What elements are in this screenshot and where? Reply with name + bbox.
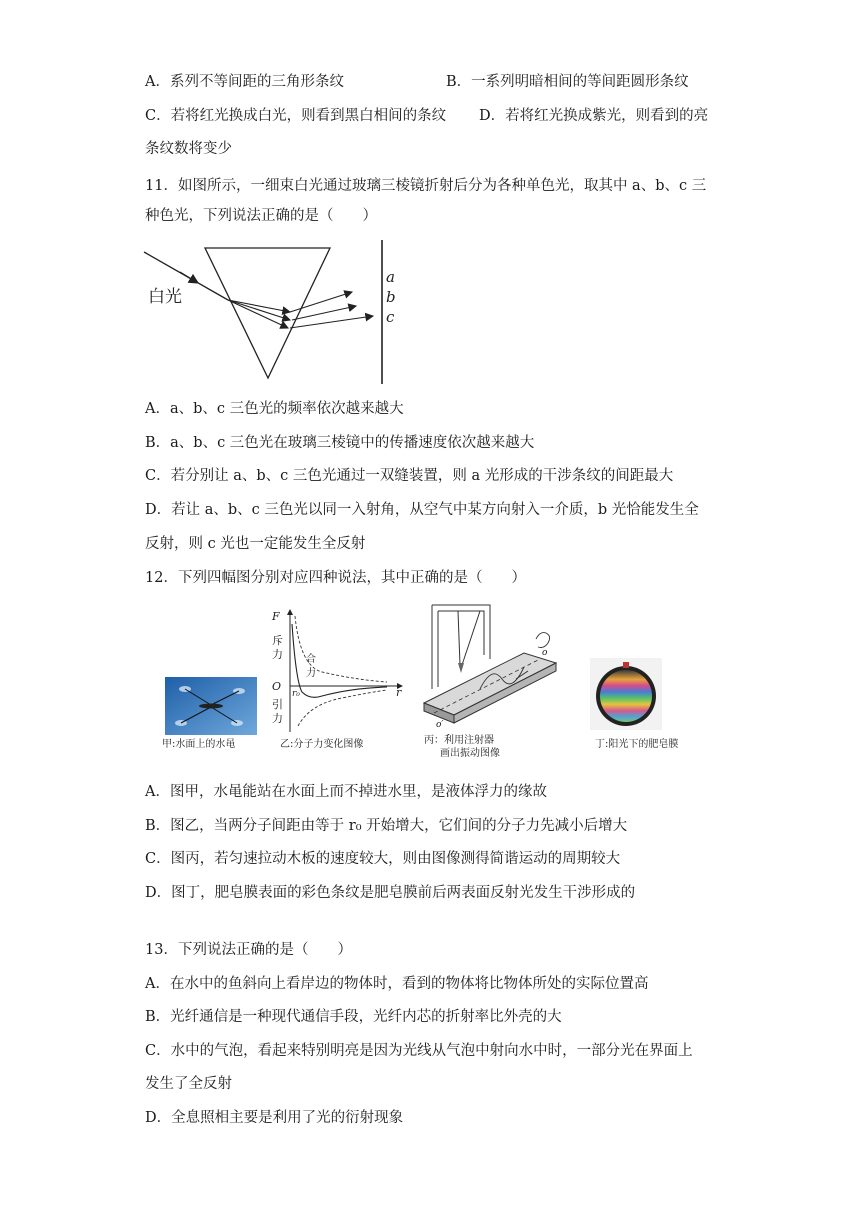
q13-stem: 13．下列说法正确的是（ ） — [145, 942, 352, 958]
label-white-light: 白光 — [148, 287, 182, 307]
label-b: b — [386, 288, 396, 306]
q13-option-c: C．水中的气泡，看起来特别明亮是因为光线从气泡中射向水中时，一部分光在界面上 — [145, 1043, 693, 1059]
q13-option-d: D．全息照相主要是利用了光的衍射现象 — [145, 1110, 404, 1126]
svg-text:合: 合 — [306, 654, 316, 665]
q12-stem: 12．下列四幅图分别对应四种说法，其中正确的是（ ） — [145, 570, 526, 586]
caption-jia: 甲:水面上的水黾 — [162, 739, 236, 750]
svg-text:O: O — [272, 680, 282, 693]
q11-stem: 11．如图所示，一细束白光通过玻璃三棱镜折射后分为各种单色光，取其中 a、b、c 三 — [145, 178, 707, 194]
q10-option-a: A．系列不等间距的三角形条纹 — [145, 74, 344, 90]
svg-text:力: 力 — [272, 648, 283, 661]
svg-text:力: 力 — [272, 712, 283, 725]
q11-option-a: A．a、b、c 三色光的频率依次越来越大 — [145, 401, 404, 417]
q11-stem-cont: 种色光，下列说法正确的是（ ） — [145, 208, 377, 224]
caption-ding: 丁:阳光下的肥皂膜 — [595, 739, 679, 750]
molecular-force-graph — [262, 604, 407, 734]
q12-option-b: B．图乙，当两分子间距由等于 r₀ 开始增大，它们间的分子力先减小后增大 — [145, 818, 628, 834]
caption-bing-2: 画出振动图像 — [440, 748, 500, 759]
svg-text:力: 力 — [306, 668, 316, 679]
q11-option-d-cont: 反射，则 c 光也一定能发生全反射 — [145, 536, 366, 552]
oscillation-apparatus — [420, 603, 570, 731]
prism-figure — [140, 238, 410, 388]
q13-option-a: A．在水中的鱼斜向上看岸边的物体时，看到的物体将比物体所处的实际位置高 — [145, 976, 649, 992]
q13-option-b: B．光纤通信是一种现代通信手段，光纤内芯的折射率比外壳的大 — [145, 1009, 562, 1025]
svg-text:o: o — [542, 648, 548, 658]
q11-option-b: B．a、b、c 三色光在玻璃三棱镜中的传播速度依次越来越大 — [145, 435, 535, 451]
q10-option-c: C．若将红光换成白光，则看到黑白相间的条纹 — [145, 108, 447, 124]
q13-option-c-cont: 发生了全反射 — [145, 1076, 232, 1092]
q10-option-b: B．一系列明暗相间的等间距圆形条纹 — [446, 74, 689, 90]
label-c: c — [386, 308, 395, 326]
q11-option-d: D．若让 a、b、c 三色光以同一入射角，从空气中某方向射入一介质，b 光恰能发生全 — [145, 502, 699, 518]
q11-option-c: C．若分别让 a、b、c 三色光通过一双缝装置，则 a 光形成的干涉条纹的间距最大 — [145, 468, 674, 484]
soap-film-image — [590, 658, 662, 730]
svg-text:引: 引 — [272, 698, 283, 711]
q12-option-d: D．图丁，肥皂膜表面的彩色条纹是肥皂膜前后两表面反射光发生干涉形成的 — [145, 885, 636, 901]
svg-text:r₀: r₀ — [292, 689, 300, 699]
svg-text:o′: o′ — [436, 720, 444, 730]
q12-option-a: A．图甲，水黾能站在水面上而不掉进水里，是液体浮力的缘故 — [145, 784, 547, 800]
svg-text:斥: 斥 — [272, 634, 283, 647]
q12-option-c: C．图丙，若匀速拉动木板的速度较大，则由图像测得简谐运动的周期较大 — [145, 851, 621, 867]
svg-text:F: F — [272, 610, 280, 623]
caption-bing-1: 丙：利用注射器 — [424, 735, 494, 746]
water-strider-image — [165, 677, 257, 735]
label-a: a — [386, 268, 395, 286]
q10-option-d: D．若将红光换成紫光，则看到的亮 — [479, 108, 709, 124]
q10-option-d-cont: 条纹数将变少 — [145, 141, 232, 157]
caption-yi: 乙:分子力变化图像 — [280, 739, 364, 750]
svg-text:r: r — [396, 686, 402, 699]
